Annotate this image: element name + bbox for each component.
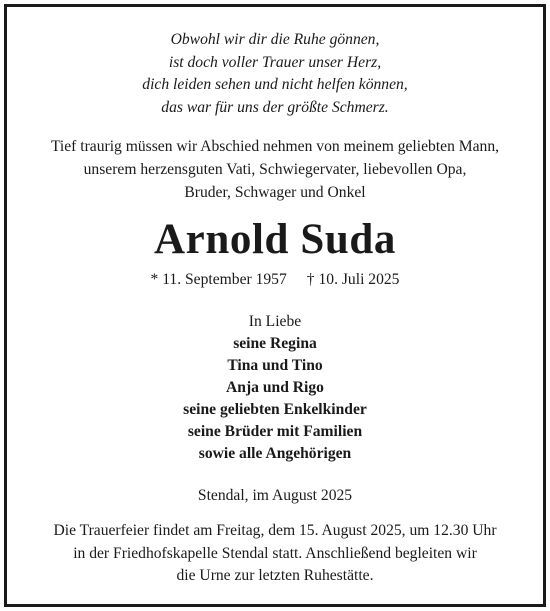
service-line: die Urne zur letzten Ruhestätte. <box>176 567 374 584</box>
notice-border <box>4 4 546 607</box>
mourners-list <box>7 311 543 465</box>
life-dates <box>7 269 543 291</box>
mourners-lead: In Liebe <box>248 313 302 330</box>
place-date: Stendal, im August 2025 <box>197 487 353 504</box>
death-date: † 10. Juli 2025 <box>306 271 400 288</box>
intro-line: unserem herzensguten Vati, Schwiegervater, liebevollen Opa, <box>83 161 467 178</box>
intro-text <box>7 135 543 204</box>
mourner: sowie alle Angehörigen <box>198 445 352 462</box>
mourner: seine geliebten Enkelkinder <box>183 401 367 418</box>
poem <box>7 29 543 119</box>
mourner: seine Brüder mit Familien <box>187 423 363 440</box>
service-info <box>7 520 543 588</box>
birth-date: * 11. September 1957 <box>150 271 287 288</box>
mourner: Anja und Rigo <box>226 379 324 396</box>
mourner: Tina und Tino <box>227 357 323 374</box>
poem-line: Obwohl wir dir die Ruhe gönnen, <box>170 31 380 48</box>
intro-line: Tief traurig müssen wir Abschied nehmen von meinem geliebten Mann, <box>50 138 500 155</box>
poem-line: dich leiden sehen und nicht helfen können, <box>142 76 408 93</box>
deceased-name: Arnold Suda <box>153 216 396 263</box>
intro-line: Bruder, Schwager und Onkel <box>184 184 366 201</box>
poem-line: das war für uns der größte Schmerz. <box>161 98 389 116</box>
service-line: in der Friedhofskapelle Stendal statt. Anschließend begleiten wir <box>73 544 477 562</box>
mourner: seine Regina <box>233 335 317 352</box>
obituary-notice <box>7 7 543 604</box>
service-line: Die Trauerfeier findet am Freitag, dem 15. August 2025, um 12.30 Uhr <box>53 522 497 539</box>
poem-line: ist doch voller Trauer unser Herz, <box>168 53 382 71</box>
